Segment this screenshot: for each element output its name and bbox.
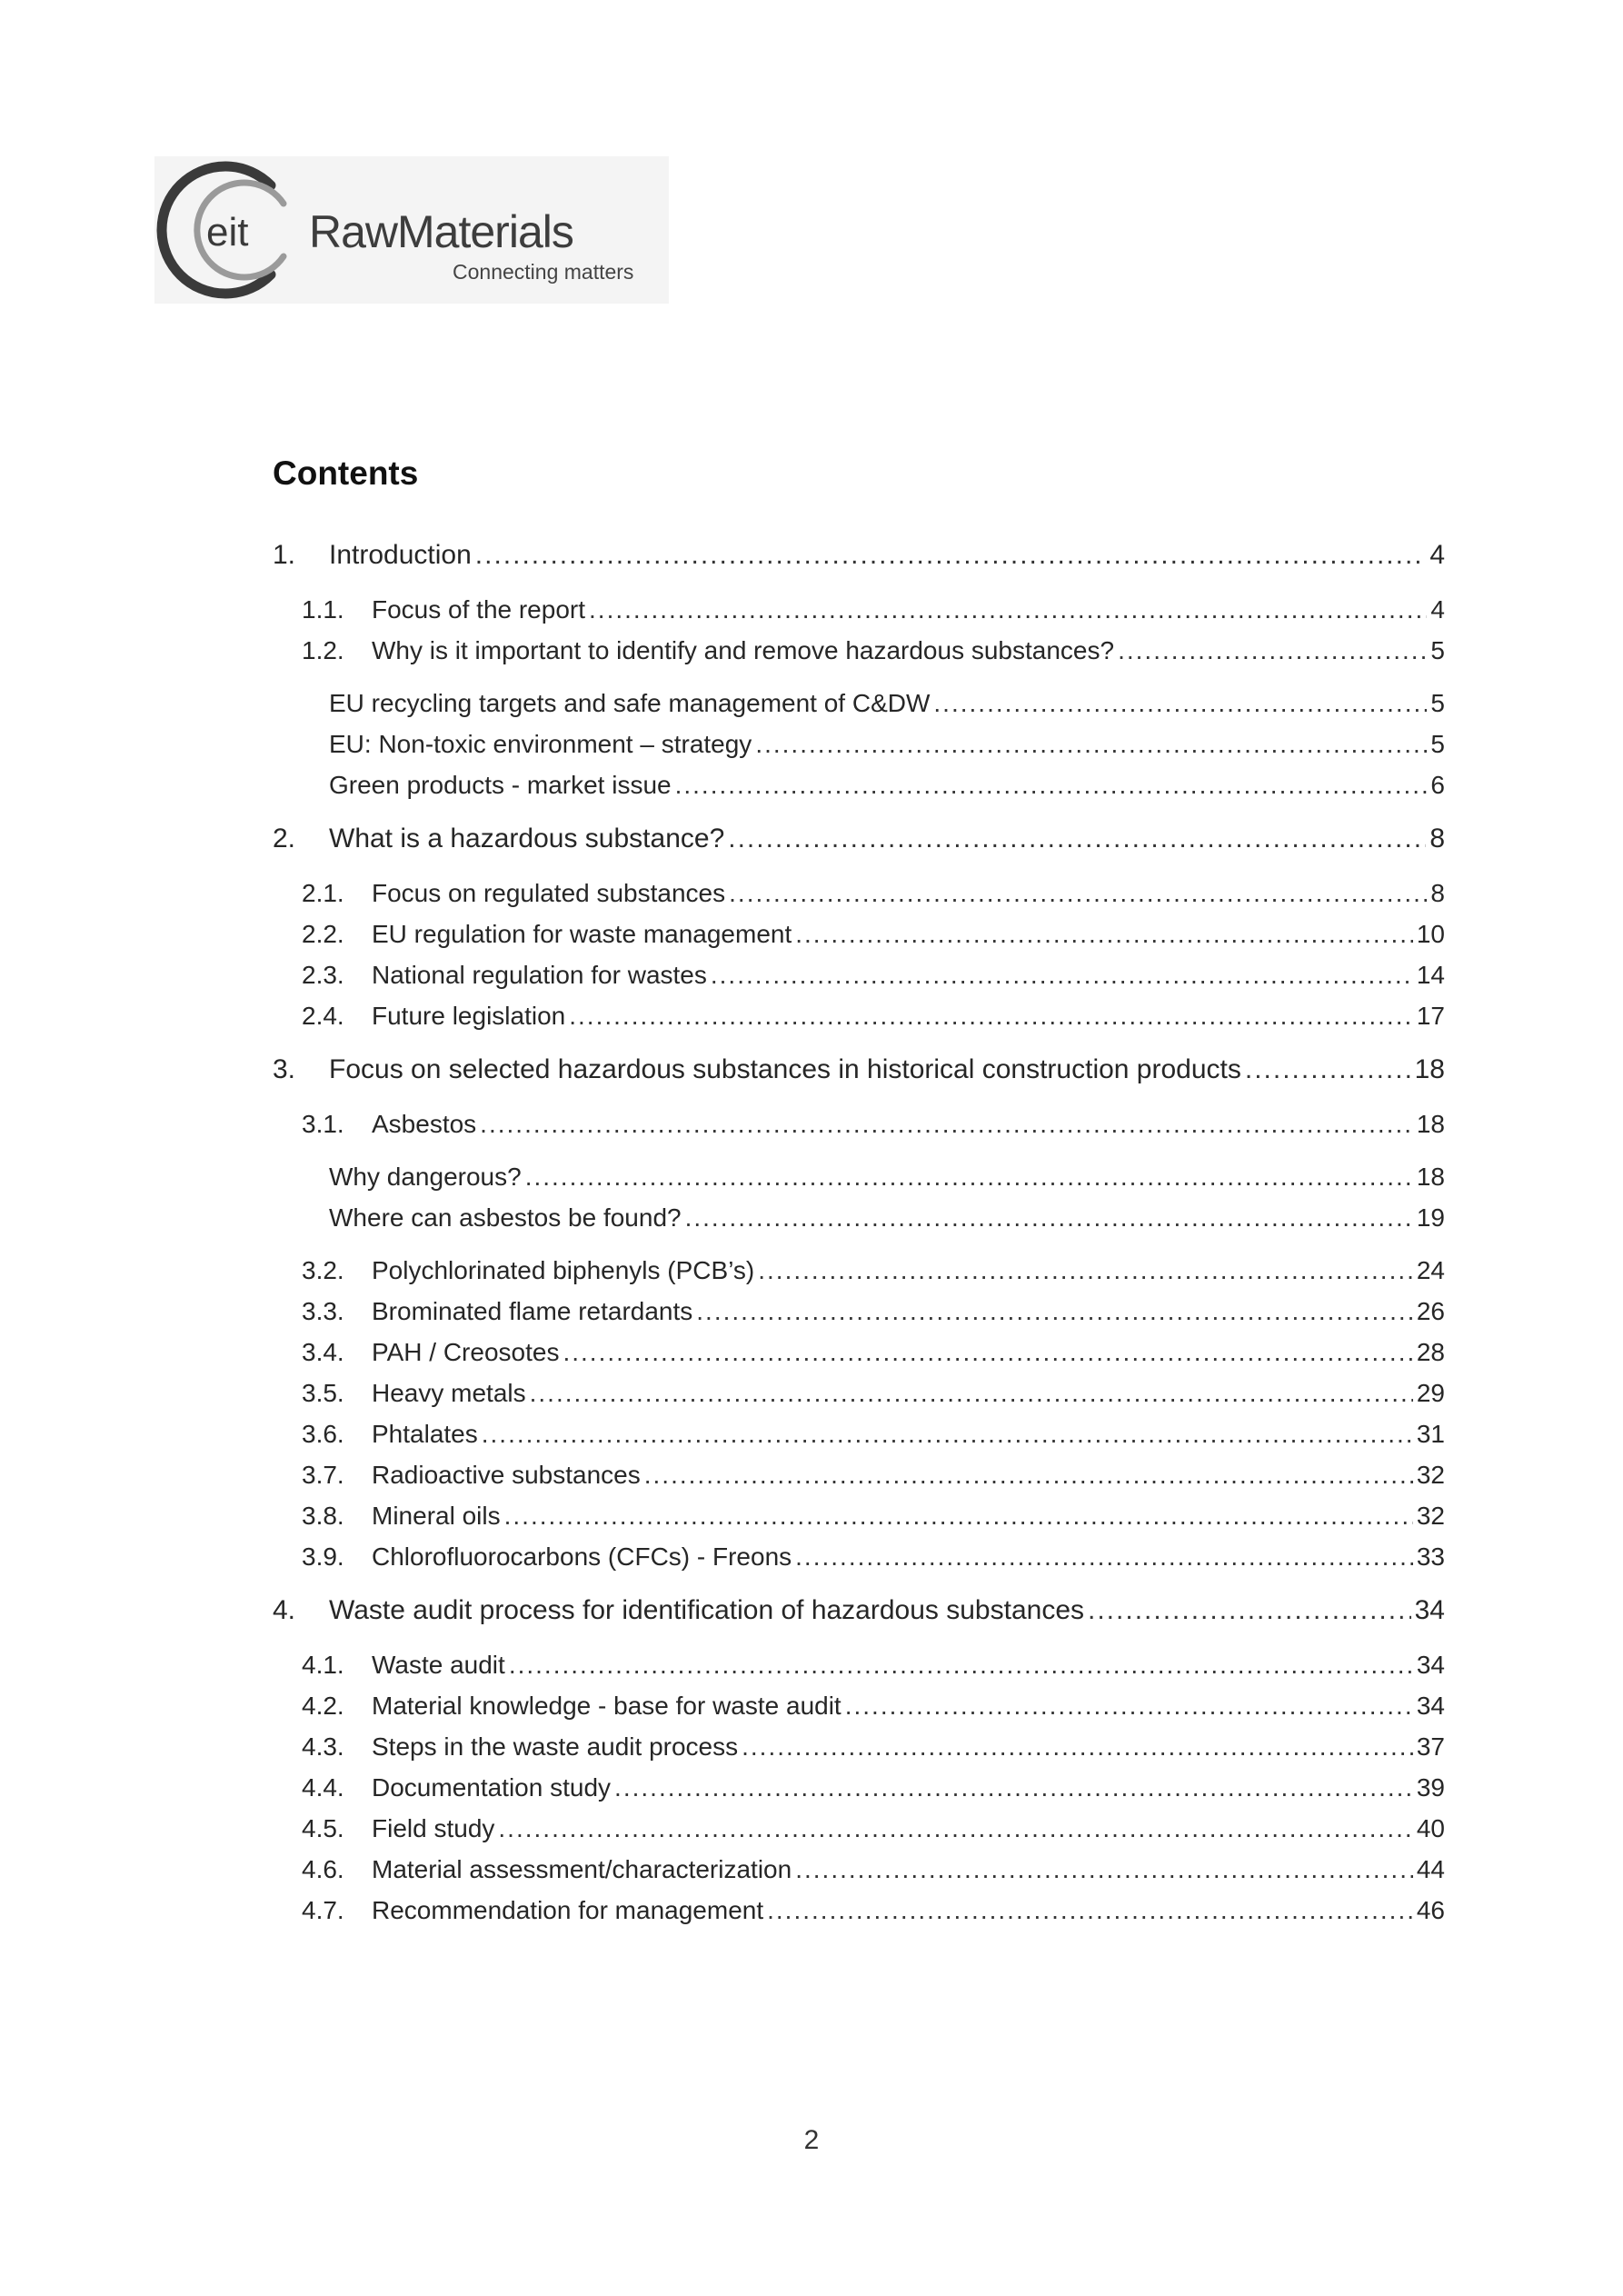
toc-entry-page: 26 [1416, 1297, 1445, 1325]
toc-entry-number: 1. [273, 540, 296, 570]
toc-entry-page: 29 [1416, 1379, 1445, 1407]
toc-entry[interactable] [273, 771, 1445, 800]
toc-dot-leader [685, 1203, 1413, 1233]
toc-entry-label: Brominated flame retardants [372, 1297, 693, 1325]
toc-entry-page: 5 [1430, 730, 1445, 758]
toc-entry[interactable] [273, 1203, 1445, 1233]
toc-entry-page: 39 [1416, 1773, 1445, 1802]
toc-entry-label: National regulation for wastes [372, 961, 707, 989]
toc-entry[interactable] [273, 1502, 1445, 1531]
toc-entry-page: 34 [1416, 1651, 1445, 1679]
toc-entry-label: EU recycling targets and safe management of C&DW [329, 689, 931, 717]
toc-entry-number: 4.1. [302, 1651, 344, 1679]
toc-entry-number: 3. [273, 1054, 296, 1084]
toc-entry-label: Future legislation [372, 1002, 566, 1030]
toc-dot-leader [482, 1420, 1413, 1449]
toc-dot-leader [569, 1002, 1413, 1031]
toc-dot-leader [755, 730, 1427, 759]
toc-entry-label: Why dangerous? [329, 1163, 522, 1191]
toc-dot-leader [530, 1379, 1413, 1408]
toc-entry-label: Material assessment/characterization [372, 1855, 792, 1883]
toc-entry-page: 18 [1416, 1110, 1445, 1138]
toc-entry-label: Chlorofluorocarbons (CFCs) - Freons [372, 1542, 792, 1571]
toc-entry-label: Heavy metals [372, 1379, 526, 1407]
toc-entry-number: 3.6. [302, 1420, 344, 1448]
logo-tagline: Connecting matters [453, 260, 634, 284]
toc-dot-leader [475, 540, 1427, 571]
toc-entry-number: 2.1. [302, 879, 344, 907]
toc-entry-page: 37 [1416, 1732, 1445, 1761]
toc-entry[interactable] [273, 540, 1445, 571]
toc-entry-label: Field study [372, 1814, 495, 1842]
toc-dot-leader [711, 961, 1413, 990]
toc-entry[interactable] [273, 1814, 1445, 1843]
toc-entry[interactable] [273, 595, 1445, 624]
toc-dot-leader [696, 1297, 1413, 1326]
toc-entry-number: 4.7. [302, 1896, 344, 1924]
toc-entry-label: EU: Non-toxic environment – strategy [329, 730, 752, 758]
toc-entry-label: Recommendation for management [372, 1896, 764, 1924]
toc-entry-label: Documentation study [372, 1773, 612, 1802]
toc-entry[interactable] [273, 1379, 1445, 1408]
toc-entry[interactable] [273, 1692, 1445, 1721]
toc-entry-label: Asbestos [372, 1110, 477, 1138]
toc-entry[interactable] [273, 1732, 1445, 1762]
toc-entry-page: 33 [1416, 1542, 1445, 1571]
toc-entry-number: 2.2. [302, 920, 344, 948]
toc-entry-label: Mineral oils [372, 1502, 501, 1530]
toc-entry-page: 10 [1416, 920, 1445, 948]
toc-entry-label: Radioactive substances [372, 1461, 641, 1489]
toc-entry-number: 3.8. [302, 1502, 344, 1530]
toc-entry-label: Steps in the waste audit process [372, 1732, 739, 1761]
toc-entry-page: 24 [1416, 1256, 1445, 1284]
toc-entry-number: 2.4. [302, 1002, 344, 1030]
toc-entry[interactable] [273, 689, 1445, 718]
toc-entry[interactable] [273, 1595, 1445, 1626]
toc-entry-number: 1.1. [302, 595, 344, 624]
toc-dot-leader [675, 771, 1428, 800]
toc-entry[interactable] [273, 730, 1445, 759]
toc-entry[interactable] [273, 879, 1445, 908]
toc-entry-number: 2.3. [302, 961, 344, 989]
toc-dot-leader [742, 1732, 1413, 1762]
toc-entry-page: 18 [1414, 1054, 1445, 1084]
toc-dot-leader [563, 1338, 1412, 1367]
toc-entry-page: 44 [1416, 1855, 1445, 1883]
toc-entry[interactable] [273, 1461, 1445, 1490]
toc-entry-label: Focus of the report [372, 595, 586, 624]
toc-entry-label: PAH / Creosotes [372, 1338, 560, 1366]
toc-dot-leader [498, 1814, 1412, 1843]
toc-entry-number: 4.4. [302, 1773, 344, 1802]
toc-dot-leader [758, 1256, 1413, 1285]
toc-dot-leader [504, 1502, 1413, 1531]
toc-entry-number: 2. [273, 824, 296, 854]
toc-entry-number: 4.5. [302, 1814, 344, 1842]
toc-entry-label: Why is it important to identify and remove hazardous substances? [372, 636, 1115, 664]
toc-entry-page: 28 [1416, 1338, 1445, 1366]
toc-entry-number: 3.4. [302, 1338, 344, 1366]
page-number: 2 [803, 2125, 820, 2155]
toc-dot-leader [1088, 1595, 1411, 1626]
toc-entry[interactable] [273, 1002, 1445, 1031]
toc-dot-leader [795, 920, 1413, 949]
toc-dot-leader [728, 824, 1426, 854]
logo-mark: eit [206, 210, 249, 255]
toc-dot-leader [845, 1692, 1413, 1721]
toc-entry-label: Focus on selected hazardous substances in historical construction products [329, 1054, 1241, 1084]
toc-entry[interactable] [273, 1110, 1445, 1139]
toc-entry-number: 3.1. [302, 1110, 344, 1138]
toc-entry-label: Polychlorinated biphenyls (PCB’s) [372, 1256, 755, 1284]
toc-entry-label: Waste audit process for identification of hazardous substances [329, 1595, 1085, 1625]
toc-entry-page: 5 [1430, 636, 1445, 664]
toc-entry[interactable] [273, 824, 1445, 854]
toc-entry-page: 4 [1429, 540, 1445, 570]
toc-entry-label: Where can asbestos be found? [329, 1203, 682, 1232]
toc-entry-label: Waste audit [372, 1651, 505, 1679]
toc-entry[interactable] [273, 961, 1445, 990]
toc-dot-leader [767, 1896, 1413, 1925]
toc-entry[interactable] [273, 1054, 1445, 1085]
toc-entry-number: 4.6. [302, 1855, 344, 1883]
toc-entry-number: 4.2. [302, 1692, 344, 1720]
toc-entry-number: 3.7. [302, 1461, 344, 1489]
toc-entry[interactable] [273, 636, 1445, 665]
logo-name: RawMaterials [309, 206, 573, 257]
toc-entry[interactable] [273, 1297, 1445, 1326]
toc-entry[interactable] [273, 1651, 1445, 1680]
toc-entry-label: Material knowledge - base for waste audit [372, 1692, 841, 1720]
toc-entry-page: 17 [1416, 1002, 1445, 1030]
eit-rawmaterials-logo [154, 156, 669, 304]
toc-entry[interactable] [273, 1256, 1445, 1285]
toc-dot-leader [509, 1651, 1413, 1680]
toc-entry-page: 8 [1430, 879, 1445, 907]
contents-heading: Contents [273, 454, 419, 492]
toc-entry-number: 4.3. [302, 1732, 344, 1761]
toc-entry[interactable] [273, 1163, 1445, 1192]
toc-dot-leader [729, 879, 1427, 908]
toc-entry-page: 46 [1416, 1896, 1445, 1924]
toc-entry-page: 8 [1429, 824, 1445, 854]
toc-dot-leader [480, 1110, 1413, 1139]
toc-dot-leader [1245, 1054, 1411, 1085]
toc-entry-page: 4 [1430, 595, 1445, 624]
toc-entry-label: EU regulation for waste management [372, 920, 792, 948]
toc-entry-number: 3.3. [302, 1297, 344, 1325]
toc-dot-leader [644, 1461, 1413, 1490]
toc-entry-number: 1.2. [302, 636, 344, 664]
toc-entry-page: 32 [1416, 1502, 1445, 1530]
toc-entry[interactable] [273, 1896, 1445, 1925]
toc-entry-page: 5 [1430, 689, 1445, 717]
toc-entry[interactable] [273, 1338, 1445, 1367]
toc-entry-page: 6 [1430, 771, 1445, 799]
toc-entry-label: Green products - market issue [329, 771, 672, 799]
toc-dot-leader [525, 1163, 1413, 1192]
toc-entry-label: What is a hazardous substance? [329, 824, 725, 854]
toc-entry[interactable] [273, 1773, 1445, 1802]
toc-entry[interactable] [273, 1855, 1445, 1884]
toc-entry[interactable] [273, 1420, 1445, 1449]
toc-dot-leader [614, 1773, 1413, 1802]
toc-dot-leader [795, 1542, 1413, 1572]
toc-entry-page: 40 [1416, 1814, 1445, 1842]
toc-dot-leader [795, 1855, 1413, 1884]
toc-entry-page: 34 [1414, 1595, 1445, 1625]
toc-entry-page: 34 [1416, 1692, 1445, 1720]
toc-entry-page: 14 [1416, 961, 1445, 989]
toc-entry-number: 3.5. [302, 1379, 344, 1407]
toc-entry-label: Focus on regulated substances [372, 879, 726, 907]
toc-entry-page: 19 [1416, 1203, 1445, 1232]
toc-entry-label: Introduction [329, 540, 472, 570]
toc-dot-leader [589, 595, 1427, 624]
toc-dot-leader [933, 689, 1427, 718]
toc-entry-label: Phtalates [372, 1420, 478, 1448]
toc-entry-page: 18 [1416, 1163, 1445, 1191]
toc-entry-page: 32 [1416, 1461, 1445, 1489]
toc-entry-number: 4. [273, 1595, 296, 1625]
toc-entry-number: 3.2. [302, 1256, 344, 1284]
toc-dot-leader [1118, 636, 1427, 665]
toc-entry-page: 31 [1416, 1420, 1445, 1448]
toc-entry-number: 3.9. [302, 1542, 344, 1571]
toc-entry[interactable] [273, 920, 1445, 949]
toc-entry[interactable] [273, 1542, 1445, 1572]
